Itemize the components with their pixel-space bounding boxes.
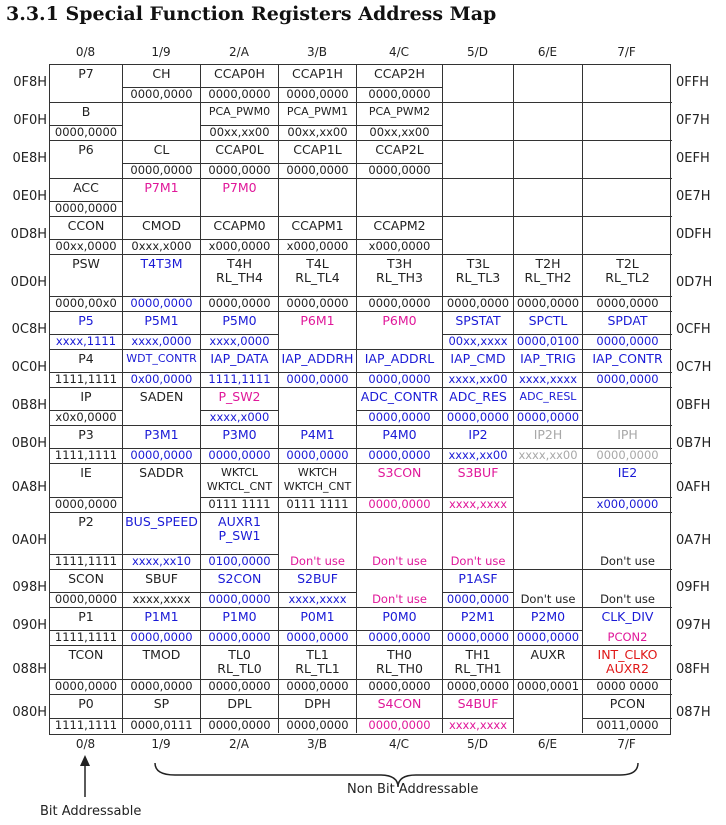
reset-value: 0000,00x0	[50, 296, 122, 310]
register-name: TL1 RL_TL1	[295, 647, 340, 676]
reset-value: 0000,0000	[443, 592, 513, 606]
reset-value: 00xx,xx00	[279, 125, 356, 139]
register-name: P0M1	[300, 609, 335, 624]
non-bit-addressable-label: Non Bit Addressable	[347, 782, 479, 797]
register-name: P7M0	[222, 180, 257, 195]
register-name: P6	[78, 142, 94, 157]
reset-value: 1111,1111	[201, 372, 278, 386]
reset-value: 0000,0000	[357, 410, 442, 424]
reset-value: 0000,0111	[123, 718, 200, 732]
column-header-top: 3/B	[307, 45, 327, 59]
register-name: CCAP2H	[374, 66, 425, 81]
column-header-bottom: 3/B	[307, 737, 327, 751]
register-name: CLK_DIV	[601, 609, 654, 624]
reset-value: 0000,0000	[123, 630, 200, 644]
reset-value: x0x0,0000	[50, 410, 122, 424]
reset-value: 0000,0000	[279, 296, 356, 310]
row-address-right: 097H	[676, 618, 711, 633]
register-name: IE2	[617, 465, 638, 480]
reset-value: 0000,0000	[357, 296, 442, 310]
reset-value: 00xx,xxxx	[443, 334, 513, 348]
register-name: CMOD	[142, 218, 181, 233]
row-address-left: 080H	[12, 705, 47, 720]
reset-value: 0000,0000	[123, 87, 200, 101]
reset-value: 0000,0000	[279, 163, 356, 177]
reset-value: 0000,0000	[50, 497, 122, 511]
reset-value: xxxx,xx00	[443, 372, 513, 386]
reset-value: 0000,0000	[201, 87, 278, 101]
reset-value: xxxx,xxxx	[443, 718, 513, 732]
column-header-top: 7/F	[617, 45, 636, 59]
reset-value: 0000,0000	[514, 296, 582, 310]
reset-value: xxxx,xxxx	[279, 592, 356, 606]
column-header-bottom: 5/D	[467, 737, 488, 751]
reset-value: 0000,0000	[443, 410, 513, 424]
register-name: AUXR1 P_SW1	[218, 514, 261, 543]
register-name: SCON	[68, 571, 104, 586]
reset-value: xxxx,xxxx	[514, 372, 582, 386]
row-address-right: 0BFH	[676, 398, 711, 413]
register-name: SBUF	[145, 571, 178, 586]
column-header-top: 2/A	[229, 45, 249, 59]
row-address-left: 0F0H	[13, 113, 47, 128]
reset-value: 0000,0000	[279, 372, 356, 386]
register-name: TMOD	[142, 647, 181, 662]
register-name: IPH	[617, 427, 638, 442]
register-name: T4T3M	[140, 256, 183, 271]
bit-addressable-label: Bit Addressable	[40, 804, 142, 819]
reset-value: Don't use	[600, 592, 655, 606]
reset-value: 0000,0000	[279, 630, 356, 644]
register-name: CCAP0H	[214, 66, 265, 81]
reset-value: Don't use	[372, 592, 427, 606]
register-name: PCON	[609, 696, 646, 711]
reset-value: 1111,1111	[50, 372, 122, 386]
row-address-left: 0E0H	[12, 189, 47, 204]
register-name: P3	[78, 427, 94, 442]
row-address-right: 08FH	[676, 661, 710, 677]
row-address-left: 0D0H	[10, 274, 47, 290]
reset-value: 0000,0000	[583, 334, 672, 348]
reset-value: Don't use	[450, 554, 506, 568]
column-header-bottom: 7/F	[617, 737, 636, 751]
register-name: IP2H	[533, 427, 563, 442]
reset-value: xxxx,xx00	[514, 448, 582, 462]
register-name: DPH	[304, 696, 331, 711]
register-name: P1ASF	[458, 571, 498, 586]
reset-value: x000,0000	[279, 239, 356, 253]
row-address-left: 0C8H	[11, 322, 47, 337]
row-address-right: 087H	[676, 705, 711, 720]
register-name: S3BUF	[457, 465, 499, 480]
register-name: PCA_PWM0	[208, 105, 271, 118]
row-address-left: 0F8H	[13, 75, 47, 90]
reset-value: 0000,0000	[514, 410, 582, 424]
register-name: CCAPM0	[213, 218, 266, 233]
reset-value: 0xxx,x000	[123, 239, 200, 253]
reset-value: 0000,0000	[201, 592, 278, 606]
register-name: PCA_PWM1	[286, 105, 349, 118]
register-name: IAP_ADDRL	[364, 351, 435, 366]
reset-value: 0000,0000	[357, 497, 442, 511]
reset-value: xxxx,xx00	[443, 448, 513, 462]
row-address-left: 088H	[12, 661, 47, 677]
reset-value: x000,0000	[583, 497, 672, 511]
register-name: CCAP1L	[293, 142, 342, 157]
register-name: IP	[80, 389, 92, 404]
register-name: P5M1	[144, 313, 179, 328]
register-name: IE	[80, 465, 92, 480]
register-name: P3M1	[144, 427, 179, 442]
row-address-right: 0CFH	[676, 322, 711, 337]
reset-value: 0000,0000	[50, 592, 122, 606]
register-name: P5	[78, 313, 94, 328]
reset-value: 0000 0000	[583, 679, 672, 693]
register-name: S2BUF	[297, 571, 338, 586]
reset-value: 0000,0000	[201, 163, 278, 177]
reset-value: 0000,0000	[279, 448, 356, 462]
register-name: WKTCL WKTCL_CNT	[206, 466, 273, 493]
page-title: 3.3.1 Special Function Registers Address Map	[6, 3, 497, 25]
row-address-right: 0F7H	[676, 113, 710, 128]
register-name: SP	[153, 696, 170, 711]
register-name: TL0 RL_TL0	[217, 647, 262, 676]
reset-value: 0000,0000	[357, 163, 442, 177]
register-name: TH0 RL_TH0	[376, 647, 423, 676]
reset-value: 0000,0001	[514, 679, 582, 693]
register-name: SADDR	[139, 465, 184, 480]
reset-value: Don't use	[290, 554, 345, 568]
register-name: P6M0	[382, 313, 417, 328]
column-header-bottom: 0/8	[75, 737, 96, 751]
register-name: INT_CLKO AUXR2	[597, 647, 658, 676]
row-address-right: 0AFH	[676, 479, 711, 495]
reset-value: 0000,0000	[583, 372, 672, 386]
reset-value: 0000,0000	[50, 125, 122, 139]
reset-value: 00xx,xx00	[201, 125, 278, 139]
reset-value: Don't use	[600, 554, 655, 568]
reset-value: 0011,0000	[583, 718, 672, 732]
reset-value: 0000,0000	[201, 448, 278, 462]
reset-value: 0000,0000	[583, 448, 672, 462]
register-name: P7	[78, 66, 94, 81]
register-name: CL	[153, 142, 170, 157]
register-name: P0	[78, 696, 94, 711]
reset-value: 0000,0100	[514, 334, 582, 348]
row-address-left: 0E8H	[12, 151, 47, 166]
register-name: ADC_CONTR	[360, 389, 439, 404]
register-name: CCAPM2	[373, 218, 426, 233]
register-name: P0M0	[382, 609, 417, 624]
reset-value: 0000,0000	[357, 87, 442, 101]
register-name: BUS_SPEED	[125, 514, 198, 529]
row-address-right: 0DFH	[676, 227, 712, 242]
reset-value: 0111 1111	[201, 497, 278, 511]
reset-value: 0000,0000	[357, 679, 442, 693]
register-name: P2	[78, 514, 94, 529]
reset-value: 00xx,0000	[50, 239, 122, 253]
register-name: T2L RL_TL2	[605, 256, 650, 285]
row-address-right: 0C7H	[676, 360, 712, 375]
register-name: TH1 RL_TH1	[454, 647, 502, 676]
register-name: P6M1	[300, 313, 335, 328]
register-name: IAP_DATA	[210, 351, 269, 366]
register-name: SPSTAT	[455, 313, 501, 328]
register-name: P4M0	[382, 427, 417, 442]
reset-value: 0x00,0000	[123, 372, 200, 386]
register-name: P4M1	[300, 427, 335, 442]
register-name: CCAP0L	[215, 142, 264, 157]
reset-value: PCON2	[607, 630, 648, 644]
reset-value: 0000,0000	[583, 296, 672, 310]
register-name: S2CON	[217, 571, 262, 586]
register-name: PSW	[72, 256, 100, 271]
row-address-left: 0A8H	[11, 479, 47, 495]
register-name: DPL	[227, 696, 252, 711]
register-name: P4	[78, 351, 94, 366]
row-address-right: 0D7H	[676, 274, 713, 290]
column-header-top: 5/D	[467, 45, 488, 59]
register-name: T3H RL_TH3	[376, 256, 423, 285]
reset-value: 0100,0000	[201, 554, 278, 568]
reset-value: 0000,0000	[123, 679, 200, 693]
register-name: CCAPM1	[291, 218, 344, 233]
row-address-left: 0D8H	[10, 227, 47, 242]
register-name: ACC	[73, 180, 99, 195]
row-address-left: 098H	[12, 580, 47, 595]
reset-value: xxxx,xxxx	[443, 497, 513, 511]
register-name: AUXR	[530, 647, 566, 662]
register-name: P3M0	[222, 427, 257, 442]
reset-value: 0000,0000	[201, 630, 278, 644]
register-name: IAP_TRIG	[520, 351, 576, 366]
reset-value: 0000,0000	[50, 679, 122, 693]
row-address-right: 0FFH	[676, 75, 710, 90]
row-address-left: 0C0H	[11, 360, 47, 375]
register-name: WKTCH WKTCH_CNT	[283, 466, 352, 493]
register-name: PCA_PWM2	[368, 105, 431, 118]
reset-value: x000,0000	[357, 239, 442, 253]
reset-value: 00xx,xx00	[357, 125, 442, 139]
register-name: CCON	[67, 218, 105, 233]
reset-value: xxxx,1111	[50, 334, 122, 348]
row-address-left: 0B8H	[11, 398, 47, 413]
column-header-top: 6/E	[537, 45, 558, 59]
row-address-right: 0B7H	[676, 436, 712, 451]
register-name: P5M0	[222, 313, 257, 328]
reset-value: 0000,0000	[357, 630, 442, 644]
register-name: ADC_RES	[449, 389, 507, 404]
reset-value: 0000,0000	[123, 448, 200, 462]
reset-value: xxxx,x000	[201, 410, 278, 424]
register-name: P2M0	[530, 609, 566, 624]
register-name: P2M1	[460, 609, 496, 624]
register-name: P1	[78, 609, 94, 624]
reset-value: Don't use	[372, 554, 427, 568]
register-name: IAP_ADDRH	[281, 351, 354, 366]
register-name: SADEN	[139, 389, 184, 404]
reset-value: 0000,0000	[123, 296, 200, 310]
reset-value: 0000,0000	[357, 448, 442, 462]
register-name: CH	[152, 66, 171, 81]
register-name: P1M1	[144, 609, 179, 624]
row-address-right: 0EFH	[676, 151, 710, 166]
column-header-top: 1/9	[151, 45, 171, 59]
register-name: IAP_CONTR	[592, 351, 663, 366]
register-name: SPDAT	[607, 313, 648, 328]
register-name: TCON	[68, 647, 104, 662]
reset-value: xxxx,xx10	[123, 554, 200, 568]
row-address-right: 09FH	[676, 580, 710, 595]
register-name: WDT_CONTR	[126, 352, 197, 365]
reset-value: 0000,0000	[50, 201, 122, 215]
column-header-bottom: 2/A	[229, 737, 249, 751]
register-name: SPCTL	[528, 313, 568, 328]
register-name: CCAP2L	[375, 142, 424, 157]
register-name: S4BUF	[457, 696, 499, 711]
reset-value: 0000,0000	[279, 87, 356, 101]
row-address-left: 090H	[12, 618, 47, 633]
reset-value: 0000,0000	[279, 718, 356, 732]
reset-value: 1111,1111	[50, 448, 122, 462]
reset-value: 0000,0000	[279, 679, 356, 693]
reset-value: 0000,0000	[201, 679, 278, 693]
column-header-top: 4/C	[388, 45, 410, 59]
reset-value: 0000,0000	[123, 163, 200, 177]
reset-value: 0000,0000	[201, 296, 278, 310]
column-header-bottom: 1/9	[151, 737, 171, 751]
reset-value: xxxx,xxxx	[123, 592, 200, 606]
register-name: ADC_RESL	[519, 390, 577, 403]
row-address-right: 0E7H	[676, 189, 711, 204]
column-header-bottom: 4/C	[388, 737, 410, 751]
register-name: T4L RL_TL4	[295, 256, 340, 285]
register-name: S4CON	[377, 696, 422, 711]
reset-value: 0000,0000	[514, 630, 582, 644]
reset-value: xxxx,0000	[123, 334, 200, 348]
row-address-left: 0B0H	[11, 436, 47, 451]
reset-value: 0000,0000	[443, 679, 513, 693]
reset-value: 1111,1111	[50, 630, 122, 644]
reset-value: 1111,1111	[50, 554, 122, 568]
register-name: P1M0	[222, 609, 257, 624]
reset-value: 1111,1111	[50, 718, 122, 732]
register-name: S3CON	[377, 465, 422, 480]
register-name: T2H RL_TH2	[524, 256, 572, 285]
reset-value: 0000,0000	[357, 372, 442, 386]
reset-value: 0111 1111	[279, 497, 356, 511]
register-name: B	[81, 104, 91, 119]
row-address-right: 0A7H	[676, 532, 712, 548]
column-header-bottom: 6/E	[537, 737, 558, 751]
reset-value: 0000,0000	[201, 718, 278, 732]
bit-addressable-arrow-head	[80, 755, 90, 766]
reset-value: xxxx,0000	[201, 334, 278, 348]
reset-value: 0000,0000	[443, 630, 513, 644]
row-address-left: 0A0H	[11, 532, 47, 548]
register-name: T3L RL_TL3	[455, 256, 501, 285]
reset-value: 0000,0000	[357, 718, 442, 732]
register-name: T4H RL_TH4	[216, 256, 263, 285]
reset-value: Don't use	[520, 592, 576, 606]
register-name: P_SW2	[218, 389, 261, 404]
register-name: IP2	[468, 427, 488, 442]
reset-value: 0000,0000	[443, 296, 513, 310]
register-name: P7M1	[144, 180, 179, 195]
register-name: CCAP1H	[292, 66, 343, 81]
column-header-top: 0/8	[75, 45, 96, 59]
reset-value: x000,0000	[201, 239, 278, 253]
register-name: IAP_CMD	[450, 351, 506, 366]
